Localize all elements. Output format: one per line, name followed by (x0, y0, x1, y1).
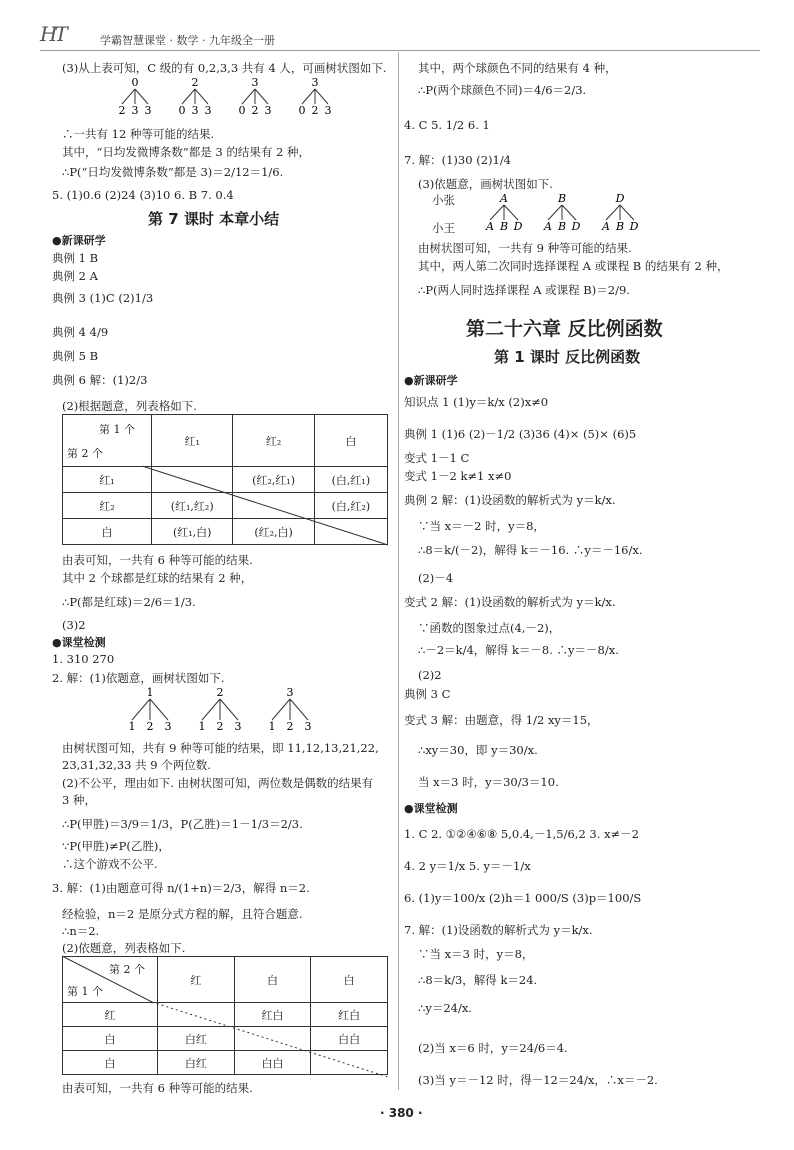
text-line: ∴8＝k/(－2)，解得 k＝－16. ∴y＝－16/x. (418, 543, 643, 557)
table-cell: (白,红₂) (314, 493, 387, 519)
table-cell: 红白 (234, 1003, 311, 1027)
tree-branch (195, 89, 208, 104)
answer-line: 典例 1 (1)6 (2)－1/2 (3)36 (4)× (5)× (6)5 (404, 427, 637, 441)
tree-leaf: A (602, 220, 610, 233)
tree-leaf: 0 (178, 104, 186, 117)
tree-root: 3 (311, 76, 319, 89)
tree-leaf: 1 (198, 720, 206, 733)
text-line: 由树状图可知，一共有 9 种等可能的结果. (418, 241, 632, 255)
tree-root: 3 (286, 686, 294, 699)
answer-line: 变式 1－2 k≠1 x≠0 (404, 469, 512, 483)
tree-diagram-2 (130, 684, 330, 734)
example-line: 典例 2 A (52, 269, 98, 283)
answer-line: 变式 2 解：(1)设函数的解析式为 y＝k/x. (404, 595, 616, 609)
table-cell: (红₂,白) (233, 519, 314, 545)
tree-branch (150, 699, 168, 720)
tree-leaf: 3 (304, 720, 312, 733)
tree-leaf: D (629, 220, 639, 233)
table-cell: (白,红₁) (314, 467, 387, 493)
table-corner: 第 1 个 第 2 个 (63, 415, 152, 467)
tree-leaf: 3 (164, 720, 172, 733)
answer-line: 1. 310 270 (52, 652, 115, 666)
tree-leaf: 3 (131, 104, 139, 117)
answer-line: 2. 解：(1)依题意，画树状图如下. (52, 671, 225, 685)
text-line: 由表可知，一共有 6 种等可能的结果. (62, 1081, 253, 1095)
tree-branch (490, 205, 504, 220)
tree-leaf: 3 (324, 104, 332, 117)
section-heading: ●课堂检测 (404, 802, 458, 815)
table-cell: (红₁,白) (152, 519, 233, 545)
tree-leaf: 3 (191, 104, 199, 117)
tree-leaf: 1 (128, 720, 136, 733)
table-cell: 红白 (311, 1003, 388, 1027)
text-line: 23,31,32,33 共 9 个两位数. (62, 758, 211, 772)
text-line: (2)不公平，理由如下. 由树状图可知，两位数是偶数的结果有 (62, 776, 374, 790)
tree-root: 2 (216, 686, 224, 699)
tree-root: 0 (131, 76, 139, 89)
text-line: (2)当 x＝6 时，y＝24/6＝4. (418, 1041, 568, 1055)
tree-branch (122, 89, 135, 104)
row-header: 红₁ (63, 467, 152, 493)
text-line: ∴这个游戏不公平. (62, 857, 158, 871)
table-header-cell: 红₁ (152, 415, 233, 467)
tree-diagram-1 (115, 74, 355, 118)
answer-line: 1. C 2. ①②④⑥⑧ 5,0.4,－1,5/6,2 3. x≠－2 (404, 827, 640, 841)
text-line: ∵当 x＝－2 时，y＝8， (418, 519, 545, 533)
example-line: 典例 3 (1)C (2)1/3 (52, 291, 154, 305)
column-divider (398, 52, 399, 1090)
lesson-heading: 第 1 课时 反比例函数 (494, 348, 641, 366)
text-line: (3)2 (62, 618, 86, 632)
text-line: (2)依题意，列表格如下. (62, 941, 186, 955)
text-line: ∵P(甲胜)≠P(乙胜)， (62, 839, 170, 853)
text-line: (2)2 (418, 668, 442, 682)
text-line: ∴一共有 12 种等可能的结果. (62, 127, 215, 141)
text-line: (2)根据题意，列表格如下. (62, 399, 197, 413)
text-line: 由表可知，一共有 6 种等可能的结果. (62, 553, 253, 567)
table-diagonal (62, 414, 388, 546)
text-line: (3)从上表可知，C 级的有 0,2,3,3 共有 4 人，可画树状图如下. (62, 61, 387, 75)
tree-leaf: B (557, 220, 567, 233)
text-line: ∴P(两个球颜色不同)＝4/6＝2/3. (418, 83, 587, 97)
tree-leaf: 3 (144, 104, 152, 117)
tree-root: 1 (146, 686, 154, 699)
tree-leaf: A (486, 220, 494, 233)
tree-branch (182, 89, 195, 104)
tree-leaf: A (544, 220, 552, 233)
tree-branch (135, 89, 148, 104)
tree-branch (548, 205, 562, 220)
text-line: ∴8＝k/3，解得 k＝24. (418, 973, 538, 987)
header-title: 学霸智慧课堂 · 数学 · 九年级全一册 (100, 34, 275, 47)
tree-branch (562, 205, 576, 220)
answer-line: 知识点 1 (1)y＝k/x (2)x≠0 (404, 395, 549, 409)
tree-branch (255, 89, 268, 104)
table-cell: 白红 (158, 1051, 235, 1075)
tree-diagram-3 (484, 190, 684, 236)
row-header: 红₂ (63, 493, 152, 519)
tree-label-bottom: 小王 (432, 221, 455, 235)
header-rule (40, 50, 760, 51)
tree-leaf: B (499, 220, 509, 233)
tree-leaf: 3 (204, 104, 212, 117)
page-number: · 380 · (380, 1106, 423, 1120)
table-diagonal (62, 956, 388, 1078)
tree-leaf: 3 (264, 104, 272, 117)
text-line: (2)－4 (418, 571, 454, 585)
page-header (40, 20, 760, 48)
table-corner: 第 2 个 第 1 个 (63, 957, 158, 1003)
tree-branch (220, 699, 238, 720)
tree-label-top: 小张 (432, 193, 455, 207)
text-line: ∴P(甲胜)＝3/9＝1/3，P(乙胜)＝1－1/3＝2/3. (62, 817, 303, 831)
answer-line: 4. C 5. 1/2 6. 1 (404, 118, 490, 132)
answer-line: 典例 3 C (404, 687, 451, 701)
tree-root: 3 (251, 76, 259, 89)
answer-line: 4. 2 y＝1/x 5. y＝－1/x (404, 859, 531, 873)
tree-branch (315, 89, 328, 104)
tree-leaf: 1 (268, 720, 276, 733)
text-line: 当 x＝3 时，y＝30/3＝10. (418, 775, 559, 789)
example-line: 典例 1 B (52, 251, 99, 265)
table-header-cell: 白 (311, 957, 388, 1003)
text-line: ∴P(两人同时选择课程 A 或课程 B)＝2/9. (418, 283, 630, 297)
text-line: 3 种， (62, 793, 96, 807)
answer-line: 3. 解：(1)由题意可得 n/(1+n)＝2/3，解得 n＝2. (52, 881, 310, 895)
section-heading: ●新课研学 (52, 234, 106, 247)
tree-root: B (557, 192, 567, 205)
section-heading: ●课堂检测 (52, 636, 106, 649)
text-line: 其中，两人第二次同时选择课程 A 或课程 B 的结果有 2 种， (418, 259, 729, 273)
lesson-heading: 第 7 课时 本章小结 (148, 210, 280, 228)
table-cell: (红₂,红₁) (233, 467, 314, 493)
answer-line: 典例 2 解：(1)设函数的解析式为 y＝k/x. (404, 493, 616, 507)
row-header: 白 (63, 519, 152, 545)
chapter-heading: 第二十六章 反比例函数 (466, 318, 663, 340)
example-line: 典例 5 B (52, 349, 99, 363)
tree-branch (132, 699, 150, 720)
answer-line: 7. 解：(1)设函数的解析式为 y＝k/x. (404, 923, 593, 937)
tree-leaf: D (571, 220, 581, 233)
answer-line: 变式 1－1 C (404, 451, 470, 465)
row-header: 白 (63, 1027, 158, 1051)
answer-line: 5. (1)0.6 (2)24 (3)10 6. B 7. 0.4 (52, 188, 234, 202)
tree-branch (202, 699, 220, 720)
text-line: ∴y＝24/x. (418, 1001, 472, 1015)
table-header-cell: 白 (314, 415, 387, 467)
table-cell: (红₁,红₂) (152, 493, 233, 519)
table-header-cell: 红₂ (233, 415, 314, 467)
tree-leaf: 2 (146, 720, 154, 733)
tree-branch (302, 89, 315, 104)
table-header-cell: 白 (234, 957, 311, 1003)
tree-leaf: 0 (238, 104, 246, 117)
section-heading: ●新课研学 (404, 374, 458, 387)
text-line: 由树状图可知，共有 9 种等可能的结果，即 11,12,13,21,22, (62, 741, 379, 755)
text-line: ∴P(都是红球)＝2/6＝1/3. (62, 595, 196, 609)
table-cell: 白白 (311, 1027, 388, 1051)
text-line: (3)依题意，画树状图如下. (418, 177, 553, 191)
tree-branch (620, 205, 634, 220)
example-line: 典例 6 解：(1)2/3 (52, 373, 148, 387)
tree-leaf: 2 (251, 104, 259, 117)
tree-branch (504, 205, 518, 220)
tree-leaf: 2 (311, 104, 319, 117)
brand-logo: HT (40, 22, 65, 46)
tree-root: A (500, 192, 508, 205)
answer-line: 6. (1)y＝100/x (2)h＝1 000/S (3)p＝100/S (404, 891, 642, 905)
text-line: 其中，“日均发微博条数”都是 3 的结果有 2 种， (62, 145, 311, 159)
tree-branch (290, 699, 308, 720)
text-line: (3)当 y＝－12 时，得－12＝24/x，∴x＝－2. (418, 1073, 658, 1087)
tree-root: D (615, 192, 625, 205)
text-line: ∴xy＝30，即 y＝30/x. (418, 743, 538, 757)
text-line: ∴－2＝k/4，解得 k＝－8. ∴y＝－8/x. (418, 643, 619, 657)
table-cell: 白白 (234, 1051, 311, 1075)
text-line: 其中，两个球颜色不同的结果有 4 种， (418, 61, 617, 75)
tree-leaf: 0 (298, 104, 306, 117)
tree-leaf: 2 (118, 104, 126, 117)
tree-branch (272, 699, 290, 720)
text-line: 其中 2 个球都是红球的结果有 2 种， (62, 571, 253, 585)
table-cell: 白红 (158, 1027, 235, 1051)
tree-branch (606, 205, 620, 220)
answer-line: 变式 3 解：由题意，得 1/2 xy＝15， (404, 713, 599, 727)
tree-branch (242, 89, 255, 104)
tree-leaf: 3 (234, 720, 242, 733)
example-line: 典例 4 4/9 (52, 325, 109, 339)
tree-leaf: B (615, 220, 625, 233)
row-header: 白 (63, 1051, 158, 1075)
text-line: ∴n＝2. (62, 924, 100, 938)
tree-leaf: 2 (286, 720, 294, 733)
text-line: ∵函数的图象过点(4,－2)， (418, 621, 561, 635)
answer-line: 7. 解：(1)30 (2)1/4 (404, 153, 512, 167)
tree-leaf: 2 (216, 720, 224, 733)
table-header-cell: 红 (158, 957, 235, 1003)
text-line: 经检验，n＝2 是原分式方程的解，且符合题意. (62, 907, 303, 921)
tree-leaf: D (513, 220, 523, 233)
row-header: 红 (63, 1003, 158, 1027)
text-line: ∵当 x＝3 时，y＝8， (418, 947, 534, 961)
text-line: ∴P(“日均发微博条数”都是 3)＝2/12＝1/6. (62, 165, 284, 179)
tree-root: 2 (191, 76, 199, 89)
